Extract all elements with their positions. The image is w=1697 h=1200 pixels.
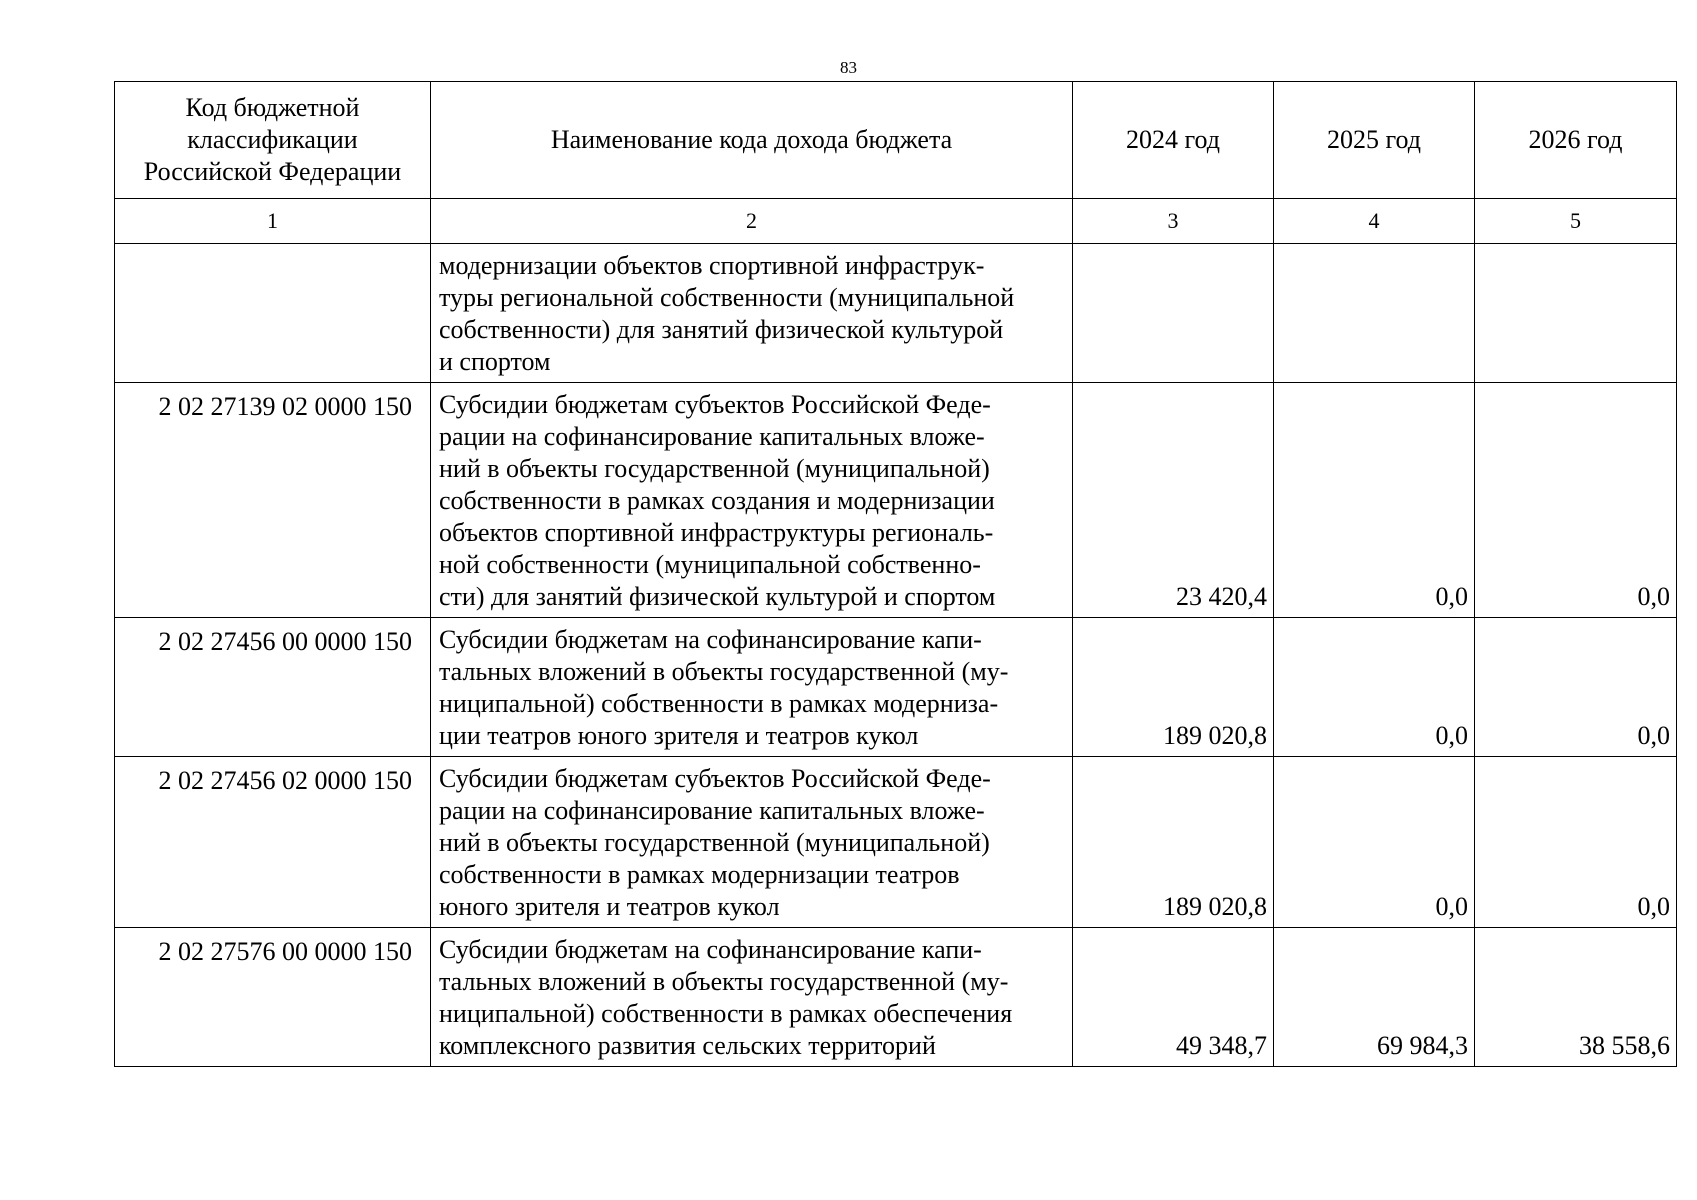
value-2026-cell: 0,0 [1475, 383, 1677, 618]
revenue-name-line: ний в объекты государственной (муниципальной) [439, 454, 990, 483]
value-2025-cell [1274, 244, 1475, 383]
revenue-name-line: Субсидии бюджетам субъектов Российской Феде- [439, 764, 991, 793]
revenue-name-line: Субсидии бюджетам на софинансирование капи- [439, 625, 982, 654]
revenue-name-cell [431, 383, 1073, 618]
budget-code-cell: 2 02 27576 00 0000 150 [115, 928, 431, 1067]
revenue-name-line: собственности в рамках создания и модернизации [439, 486, 995, 515]
value-2025-cell: 69 984,3 [1274, 928, 1475, 1067]
revenue-name-line: тальных вложений в объекты государственной (му- [439, 967, 1009, 996]
revenue-name-line: ниципальной) собственности в рамках обеспечения [439, 999, 1013, 1028]
revenue-name-line: юного зрителя и театров кукол [439, 892, 780, 921]
revenue-name-line: тальных вложений в объекты государственной (му- [439, 657, 1009, 686]
budget-revenue-table [114, 81, 1677, 1067]
header-code-line: классификации [187, 125, 358, 154]
column-number: 2 [431, 199, 1073, 244]
value-2024-cell: 49 348,7 [1073, 928, 1274, 1067]
revenue-name-cell [431, 244, 1073, 383]
revenue-name-line: Субсидии бюджетам на софинансирование капи- [439, 935, 982, 964]
revenue-name-cell [431, 618, 1073, 757]
revenue-name-line: сти) для занятий физической культурой и спортом [439, 582, 996, 611]
value-2025-cell: 0,0 [1274, 383, 1475, 618]
value-2024-cell: 189 020,8 [1073, 618, 1274, 757]
header-code [115, 82, 431, 199]
header-code-line: Код бюджетной [185, 93, 360, 122]
budget-code-cell: 2 02 27456 02 0000 150 [115, 757, 431, 928]
revenue-name-cell [431, 757, 1073, 928]
revenue-name-line: ний в объекты государственной (муниципальной) [439, 828, 990, 857]
budget-code-cell [115, 244, 431, 383]
revenue-name-line: рации на софинансирование капитальных вложе- [439, 422, 985, 451]
header-name: Наименование кода дохода бюджета [431, 82, 1073, 199]
value-2025-cell: 0,0 [1274, 757, 1475, 928]
header-2025: 2025 год [1274, 82, 1475, 199]
value-2024-cell: 189 020,8 [1073, 757, 1274, 928]
column-number: 4 [1274, 199, 1475, 244]
value-2026-cell: 0,0 [1475, 618, 1677, 757]
table-row [115, 757, 1677, 928]
revenue-name-line: объектов спортивной инфраструктуры региональ- [439, 518, 994, 547]
value-2026-cell: 0,0 [1475, 757, 1677, 928]
header-row [115, 82, 1677, 199]
budget-code-cell: 2 02 27139 02 0000 150 [115, 383, 431, 618]
value-2026-cell: 38 558,6 [1475, 928, 1677, 1067]
revenue-name-line: ниципальной) собственности в рамках модерниза- [439, 689, 999, 718]
table-row [115, 383, 1677, 618]
revenue-name-line: и спортом [439, 347, 551, 376]
revenue-name-line: модернизации объектов спортивной инфраструк- [439, 251, 985, 280]
revenue-name-line: собственности в рамках модернизации театров [439, 860, 960, 889]
value-2026-cell [1475, 244, 1677, 383]
revenue-name-line: ции театров юного зрителя и театров кукол [439, 721, 919, 750]
revenue-name-line: Субсидии бюджетам субъектов Российской Феде- [439, 390, 991, 419]
page-number: 83 [840, 58, 857, 77]
revenue-name-line: рации на софинансирование капитальных вложе- [439, 796, 985, 825]
column-number: 1 [115, 199, 431, 244]
value-2025-cell: 0,0 [1274, 618, 1475, 757]
column-number: 5 [1475, 199, 1677, 244]
table-row [115, 244, 1677, 383]
column-number: 3 [1073, 199, 1274, 244]
column-number-row [115, 199, 1677, 244]
revenue-name-line: собственности) для занятий физической культурой [439, 315, 1004, 344]
header-2024: 2024 год [1073, 82, 1274, 199]
header-2026: 2026 год [1475, 82, 1677, 199]
value-2024-cell [1073, 244, 1274, 383]
revenue-name-cell [431, 928, 1073, 1067]
budget-code-cell: 2 02 27456 00 0000 150 [115, 618, 431, 757]
table-row [115, 928, 1677, 1067]
table-row [115, 618, 1677, 757]
value-2024-cell: 23 420,4 [1073, 383, 1274, 618]
header-code-line: Российской Федерации [143, 157, 402, 186]
revenue-name-line: ной собственности (муниципальной собственно- [439, 550, 981, 579]
revenue-name-line: туры региональной собственности (муниципальной [439, 283, 1015, 312]
revenue-name-line: комплексного развития сельских территорий [439, 1031, 936, 1060]
